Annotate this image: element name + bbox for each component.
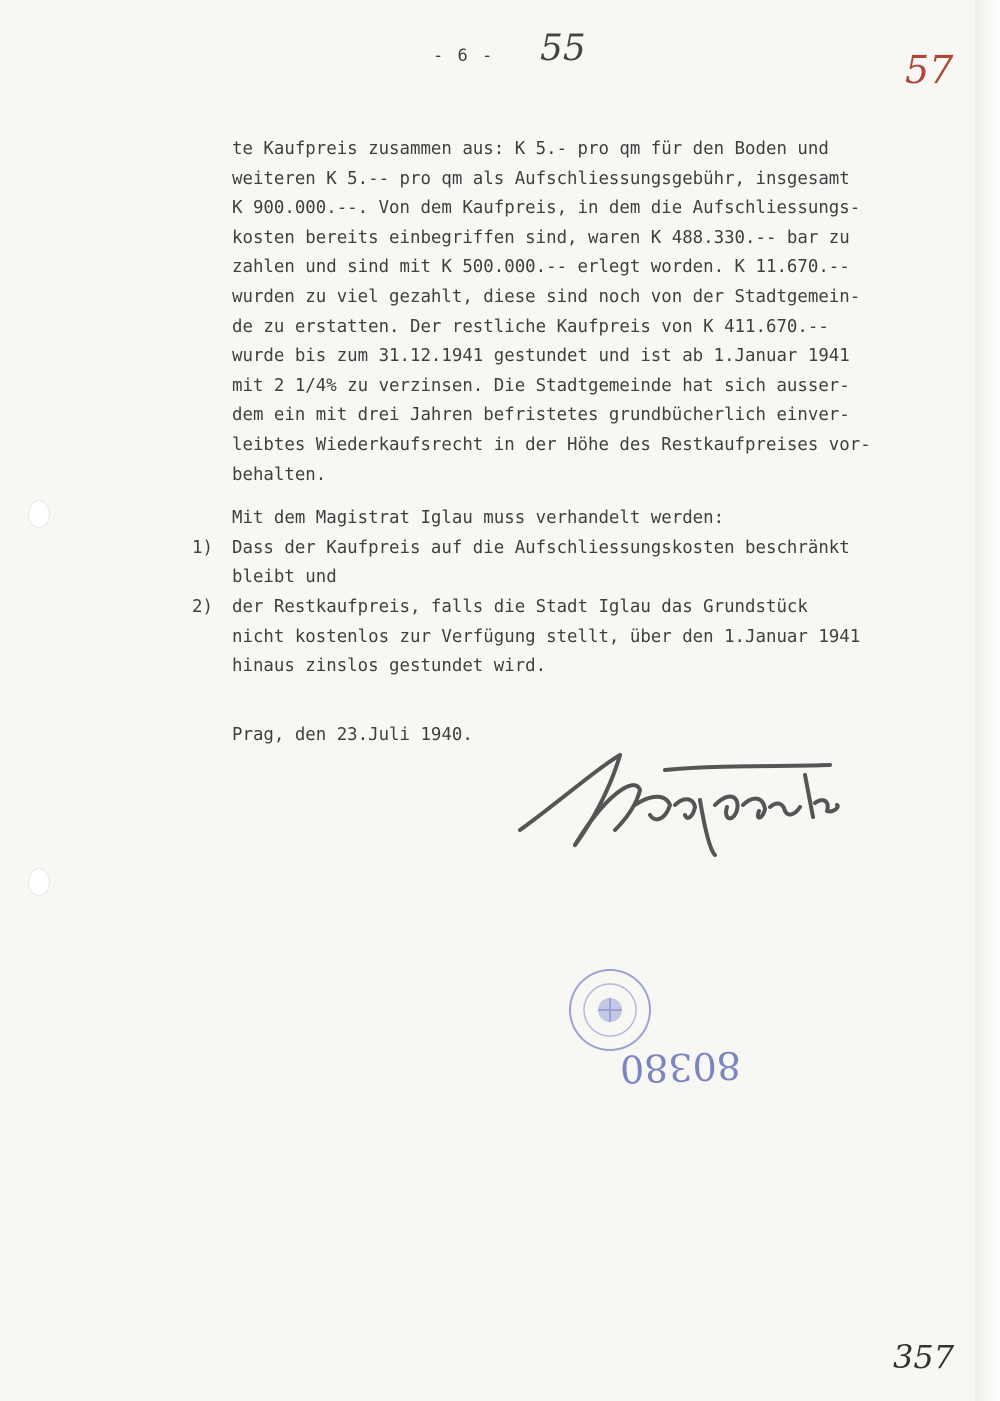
bottom-folio: 357 — [893, 1338, 955, 1376]
body-text — [192, 135, 972, 682]
text-line: K 900.000.--. Von dem Kaufpreis, in dem die Aufschliessungs- — [232, 198, 861, 219]
text-line: mit 2 1/4% zu verzinsen. Die Stadtgemeinde hat sich ausser- — [232, 375, 850, 396]
list-item — [192, 534, 972, 593]
text-line: wurden zu viel gezahlt, diese sind noch von der Stadtgemein- — [232, 286, 861, 307]
text-line: der Restkaufpreis, falls die Stadt Iglau das Grundstück — [232, 596, 808, 617]
text-line: bleibt und — [232, 567, 337, 588]
text-line: hinaus zinslos gestundet wird. — [232, 656, 547, 677]
text-line: wurde bis zum 31.12.1941 gestundet und ist ab 1.Januar 1941 — [232, 346, 850, 367]
archive-number: 80380 — [619, 1042, 742, 1092]
page-number: - 6 - — [433, 46, 495, 66]
text-line: Dass der Kaufpreis auf die Aufschliessungskosten beschränkt — [232, 537, 850, 558]
paragraph — [232, 135, 972, 490]
list-item — [192, 593, 972, 682]
list-item-number: 1) — [192, 537, 213, 558]
text-line: kosten bereits einbegriffen sind, waren K 488.330.-- bar zu — [232, 227, 850, 248]
text-line: leibtes Wiederkaufsrecht in der Höhe des Restkaufpreises vor- — [232, 434, 871, 455]
text-line: zahlen und sind mit K 500.000.-- erlegt worden. K 11.670.-- — [232, 257, 850, 278]
date-line: Prag, den 23.Juli 1940. — [232, 725, 473, 745]
page-edge — [975, 0, 1000, 1401]
text-line: dem ein mit drei Jahren befristetes grundbücherlich einver- — [232, 405, 850, 426]
handwritten-folio: 55 — [540, 28, 586, 69]
text-line: behalten. — [232, 464, 327, 485]
handwritten-folio-red: 57 — [905, 48, 954, 92]
handwritten-signature — [515, 735, 845, 865]
punch-hole-top — [28, 500, 50, 528]
text-line: weiteren K 5.-- pro qm als Aufschliessungsgebühr, insgesamt — [232, 168, 850, 189]
text-line: nicht kostenlos zur Verfügung stellt, über den 1.Januar 1941 — [232, 626, 861, 647]
text-line: te Kaufpreis zusammen aus: K 5.- pro qm für den Boden und — [232, 139, 829, 159]
text-line: de zu erstatten. Der restliche Kaufpreis von K 411.670.-- — [232, 316, 829, 337]
list-item-number: 2) — [192, 596, 213, 617]
punch-hole-bottom — [28, 868, 50, 896]
archive-stamp — [565, 965, 655, 1055]
negotiation-intro: Mit dem Magistrat Iglau muss verhandelt werden: — [232, 508, 725, 529]
